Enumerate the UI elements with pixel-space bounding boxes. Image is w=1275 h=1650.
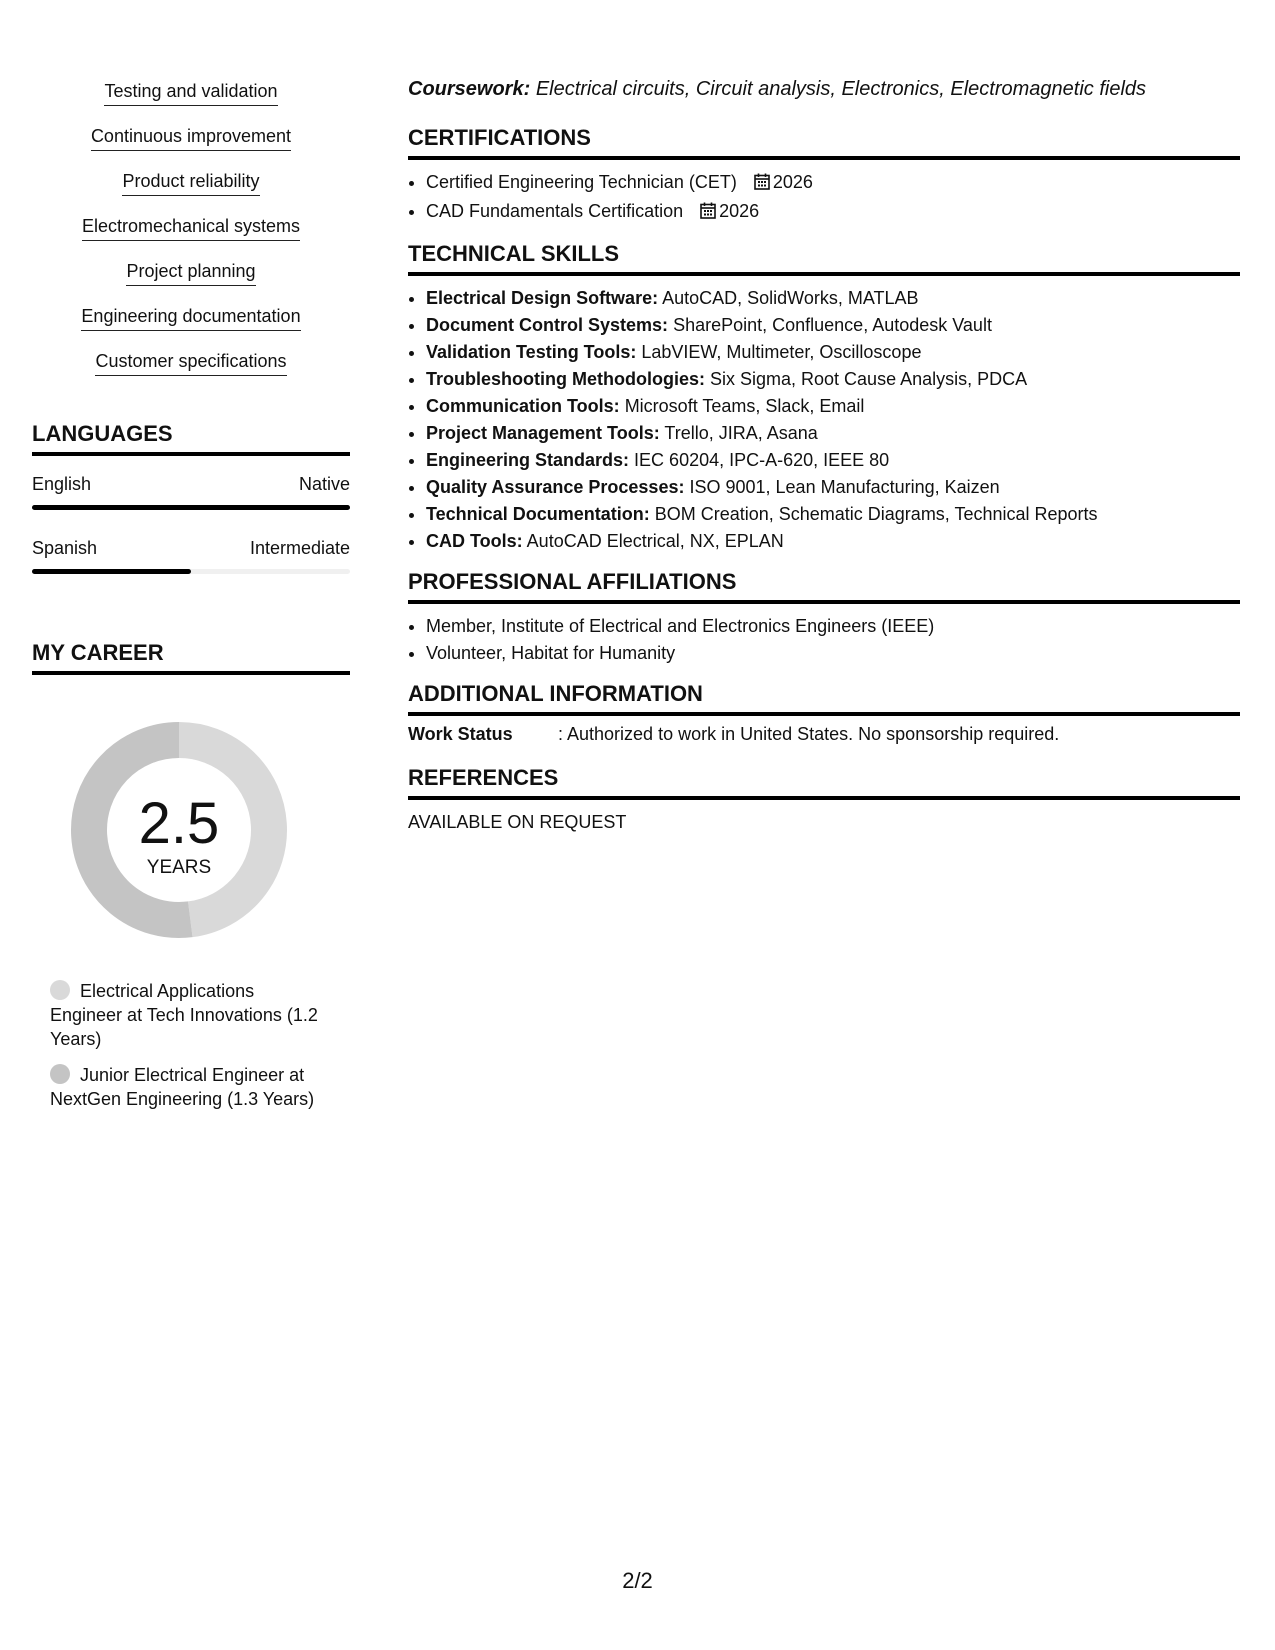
language-level: Intermediate <box>249 538 350 558</box>
affiliation-item: • Volunteer, Habitat for Humanity <box>426 640 1240 667</box>
certification-name: Certified Engineering Technician (CET) <box>426 172 737 192</box>
work-status-row <box>408 724 1240 745</box>
skill-category: Engineering Standards: <box>426 450 630 470</box>
skill-values: Microsoft Teams, Slack, Email <box>624 396 865 416</box>
career-total-years: 2.5 <box>138 791 220 856</box>
skill-item <box>32 80 350 125</box>
language-name: English <box>32 474 92 494</box>
skill-item <box>32 125 350 170</box>
skill-values: AutoCAD, SolidWorks, MATLAB <box>662 288 919 308</box>
page-number: 2/2 <box>622 1568 653 1593</box>
calendar-icon <box>754 171 770 198</box>
skill-values: IEC 60204, IPC-A-620, IEEE 80 <box>634 450 890 470</box>
language-bar <box>32 505 350 510</box>
skill-category: Document Control Systems: <box>426 315 669 335</box>
additional-info-heading: ADDITIONAL INFORMATION <box>408 681 1240 716</box>
language-name: Spanish <box>32 538 98 558</box>
skill-category: Project Management Tools: <box>426 423 660 443</box>
skill-category: Validation Testing Tools: <box>426 342 637 362</box>
skill-values: LabVIEW, Multimeter, Oscilloscope <box>641 342 922 362</box>
skill-category: CAD Tools: <box>426 531 523 551</box>
technical-skill-item <box>426 501 1240 528</box>
technical-skill-item <box>426 447 1240 474</box>
skill-item <box>32 215 350 260</box>
technical-skill-item <box>426 420 1240 447</box>
coursework-label: Coursework: <box>408 78 531 100</box>
career-total-unit: YEARS <box>146 857 212 878</box>
affiliations-heading: PROFESSIONAL AFFILIATIONS <box>408 569 1240 604</box>
skill-label: Electromechanical systems <box>82 215 300 241</box>
technical-skill-item <box>426 285 1240 312</box>
legend-dot <box>50 980 70 1000</box>
skill-category: Technical Documentation: <box>426 504 650 524</box>
language-bar-fill <box>32 505 350 510</box>
career-donut-chart <box>64 715 294 945</box>
certification-year: 2026 <box>719 201 760 221</box>
skill-item <box>32 170 350 215</box>
skill-category: Communication Tools: <box>426 396 620 416</box>
language-bar-fill <box>32 569 191 574</box>
work-status-value: : Authorized to work in United States. No sponsorship required. <box>558 724 1060 744</box>
skill-values: SharePoint, Confluence, Autodesk Vault <box>673 315 992 335</box>
skill-item <box>32 305 350 350</box>
certification-year: 2026 <box>772 172 813 192</box>
languages-heading: LANGUAGES <box>32 421 350 456</box>
language-row <box>32 474 350 495</box>
skill-label: Project planning <box>126 260 255 286</box>
skill-category: Troubleshooting Methodologies: <box>426 369 705 389</box>
work-status-label: Work Status <box>408 724 513 744</box>
affiliation-item: • Member, Institute of Electrical and Electronics Engineers (IEEE) <box>426 613 1240 640</box>
coursework <box>408 78 1240 101</box>
technical-skill-item <box>426 339 1240 366</box>
skill-label: Continuous improvement <box>91 125 291 151</box>
skill-label: Customer specifications <box>95 350 286 376</box>
languages-section <box>32 421 350 574</box>
technical-skills-heading: TECHNICAL SKILLS <box>408 241 1240 276</box>
calendar-icon <box>700 200 716 227</box>
skill-values: AutoCAD Electrical, NX, EPLAN <box>526 531 784 551</box>
certification-item <box>426 169 1240 198</box>
skill-item <box>32 260 350 305</box>
skill-values: Six Sigma, Root Cause Analysis, PDCA <box>710 369 1028 389</box>
skill-category: Electrical Design Software: <box>426 288 659 308</box>
technical-skill-item <box>426 528 1240 555</box>
certification-item <box>426 198 1240 227</box>
legend-dot <box>50 1064 70 1084</box>
certifications-heading: CERTIFICATIONS <box>408 125 1240 160</box>
technical-skill-item <box>426 393 1240 420</box>
career-heading: MY CAREER <box>32 640 350 675</box>
career-donut-center <box>64 715 294 879</box>
career-legend-text: Electrical Applications Engineer at Tech Innovations (1.2 Years) <box>50 981 318 1049</box>
references-text: AVAILABLE ON REQUEST <box>408 812 627 832</box>
skill-category: Quality Assurance Processes: <box>426 477 685 497</box>
career-legend <box>50 979 330 1111</box>
technical-skills-list <box>408 285 1240 555</box>
skill-label: Testing and validation <box>104 80 277 106</box>
career-legend-item <box>50 1063 330 1111</box>
language-bar <box>32 569 350 574</box>
language-item <box>32 474 350 510</box>
technical-skill-item <box>426 366 1240 393</box>
references-heading: REFERENCES <box>408 765 1240 800</box>
certification-name: CAD Fundamentals Certification <box>426 201 684 221</box>
language-row <box>32 538 350 559</box>
career-section <box>32 640 350 1111</box>
skills-list <box>32 80 350 395</box>
language-item <box>32 538 350 574</box>
technical-skill-item <box>426 312 1240 339</box>
sidebar <box>32 80 350 1123</box>
technical-skill-item <box>426 474 1240 501</box>
skill-label: Engineering documentation <box>81 305 300 331</box>
language-level: Native <box>298 474 350 494</box>
certifications-list <box>408 169 1240 227</box>
skill-item <box>32 350 350 395</box>
skill-values: Trello, JIRA, Asana <box>664 423 818 443</box>
career-legend-item <box>50 979 330 1051</box>
coursework-text: Electrical circuits, Circuit analysis, Electronics, Electromagnetic fields <box>535 78 1147 100</box>
affiliations-list <box>408 613 1240 667</box>
skill-label: Product reliability <box>122 170 259 196</box>
main-content <box>408 78 1240 833</box>
skill-values: BOM Creation, Schematic Diagrams, Technical Reports <box>654 504 1098 524</box>
skill-values: ISO 9001, Lean Manufacturing, Kaizen <box>689 477 1000 497</box>
career-legend-text: Junior Electrical Engineer at NextGen Engineering (1.3 Years) <box>50 1065 315 1109</box>
